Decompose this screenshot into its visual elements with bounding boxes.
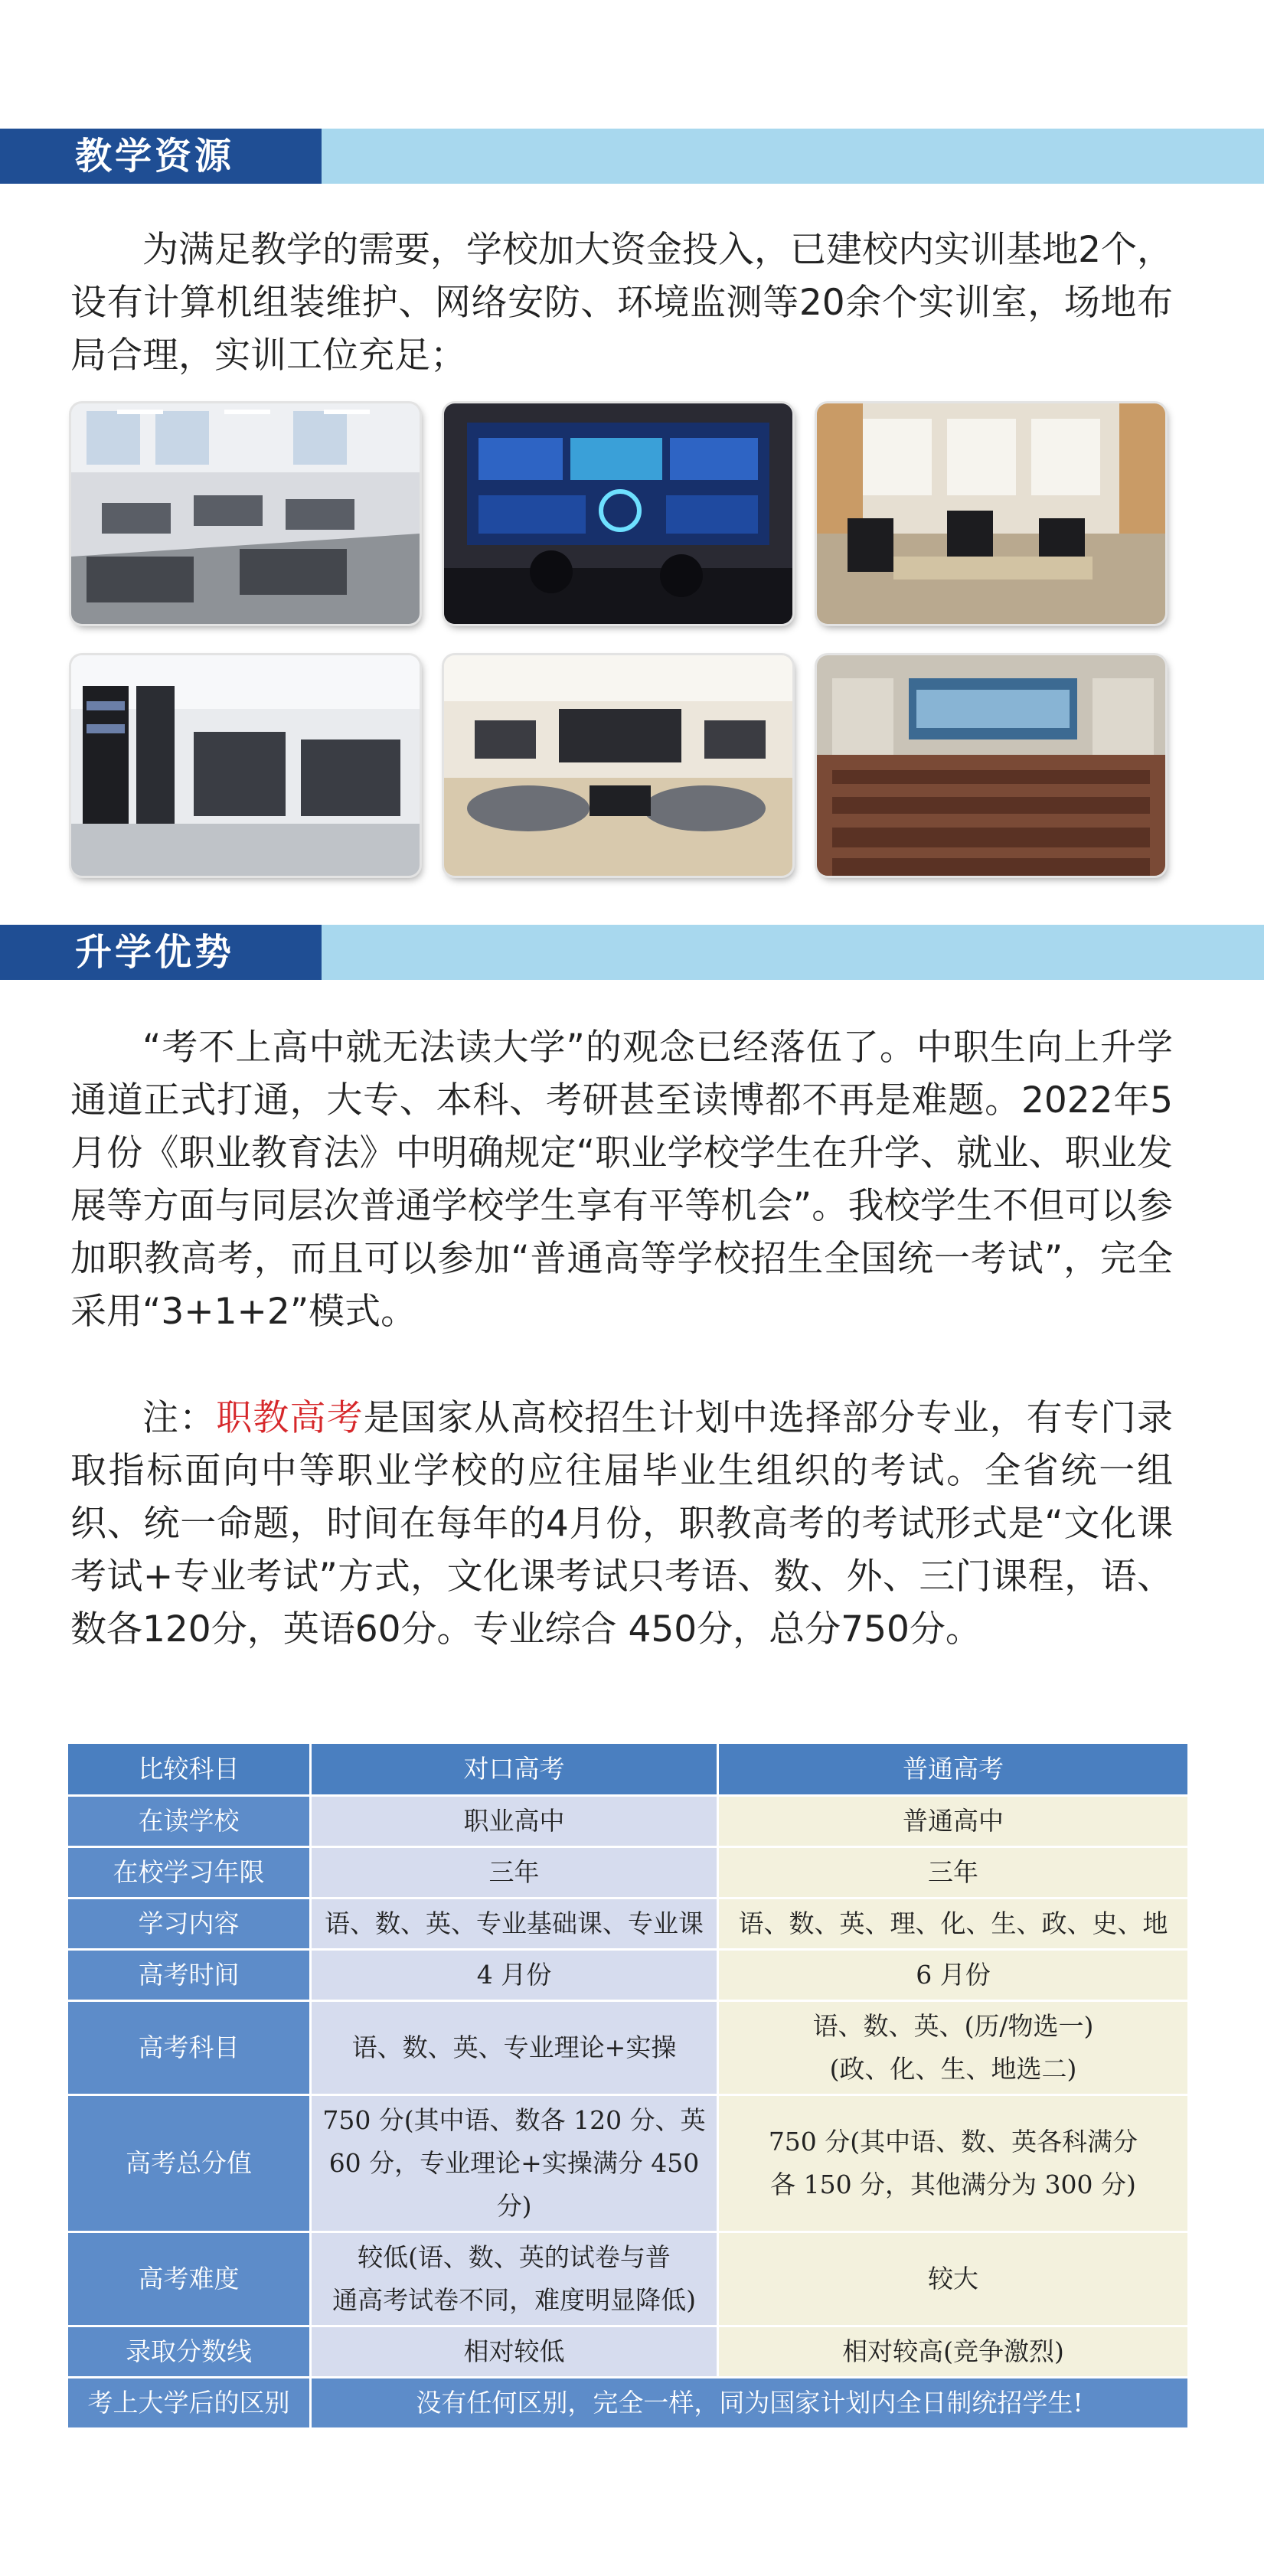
resources-paragraph: 为满足教学的需要，学校加大资金投入，已建校内实训基地2个，设有计算机组装维护、网络安防、环境监测等20余个实训室，场地布局合理，实训工位充足； <box>70 229 1173 377</box>
header-cell: 普通高考 <box>718 1743 1189 1796</box>
row-label: 学习内容 <box>67 1899 311 1950</box>
cell-line: 较低(语、数、英的试卷与普 <box>358 2242 671 2272</box>
cell-general: 6 月份 <box>718 1950 1189 2001</box>
table-row <box>67 1950 1189 2001</box>
cell-vocational: 语、数、英、专业理论+实操 <box>311 2001 718 2095</box>
cell-vocational: 三年 <box>311 1847 718 1899</box>
cell-vocational: 语、数、英、专业基础课、专业课 <box>311 1899 718 1950</box>
row-label: 考上大学后的区别 <box>67 2378 311 2429</box>
cell-general: 三年 <box>718 1847 1189 1899</box>
cell-line: 通高考试卷不同，难度明显降低) <box>332 2285 696 2315</box>
row-label: 高考总分值 <box>67 2095 311 2232</box>
header-cell: 比较科目 <box>67 1743 311 1796</box>
comparison-table <box>66 1742 1190 2430</box>
cell-general <box>718 2095 1189 2232</box>
table-row <box>67 1796 1189 1847</box>
cell-line: 750 分(其中语、数各 120 分、英 <box>322 2105 706 2135</box>
header-cell: 对口高考 <box>311 1743 718 1796</box>
note-paragraph <box>70 1392 1173 1656</box>
row-label: 在读学校 <box>67 1796 311 1847</box>
footer-text: 没有任何区别，完全一样，同为国家计划内全日制统招学生! <box>311 2378 1189 2429</box>
cell-line: 各 150 分，其他满分为 300 分) <box>770 2170 1136 2199</box>
cell-line: (政、化、生、地选二) <box>829 2054 1077 2084</box>
cell-vocational: 4 月份 <box>311 1950 718 2001</box>
note-text: 是国家从高校招生计划中选择部分专业，有专门录取指标面向中等职业学校的应往届毕业生组织的考试。全省统一组织、统一命题，时间在每年的4月份，职教高考的考试形式是“文化课考试+专业考试”方式，文化课考试只考语、数、外、三门课程，语、数各120分，英语60分。专业综合 450分，总分750分。 <box>70 1397 1174 1650</box>
table-row <box>67 2326 1189 2378</box>
section-title: 升学优势 <box>0 925 322 980</box>
photo-equipment-lab <box>71 655 420 876</box>
note-highlight: 职教高考 <box>216 1397 364 1439</box>
cell-general: 较大 <box>718 2232 1189 2326</box>
cell-vocational: 相对较低 <box>311 2326 718 2378</box>
table-footer-row <box>67 2378 1189 2429</box>
section-title: 教学资源 <box>0 129 322 184</box>
row-label: 录取分数线 <box>67 2326 311 2378</box>
section-header-advantages <box>0 925 1264 980</box>
row-label: 高考难度 <box>67 2232 311 2326</box>
table-header-row <box>67 1743 1189 1796</box>
cell-line: 750 分(其中语、数、英各科满分 <box>768 2127 1138 2156</box>
photo-training-room <box>817 403 1165 624</box>
photo-computer-lab <box>71 403 420 624</box>
table-row <box>67 2232 1189 2326</box>
table-row <box>67 2001 1189 2095</box>
photo-server-lab <box>444 655 792 876</box>
table-row <box>67 2095 1189 2232</box>
table-row <box>67 1899 1189 1950</box>
cell-general: 普通高中 <box>718 1796 1189 1847</box>
row-label: 高考科目 <box>67 2001 311 2095</box>
cell-general: 相对较高(竞争激烈) <box>718 2326 1189 2378</box>
section-header-resources <box>0 129 1264 184</box>
cell-line: 60 分，专业理论+实操满分 450 分) <box>328 2148 700 2221</box>
cell-vocational <box>311 2232 718 2326</box>
cell-general <box>718 2001 1189 2095</box>
row-label: 在校学习年限 <box>67 1847 311 1899</box>
cell-vocational <box>311 2095 718 2232</box>
note-prefix: 注： <box>142 1397 217 1439</box>
row-label: 高考时间 <box>67 1950 311 2001</box>
cell-general: 语、数、英、理、化、生、政、史、地 <box>718 1899 1189 1950</box>
advantages-paragraph: “考不上高中就无法读大学”的观念已经落伍了。中职生向上升学通道正式打通，大专、本科、考研甚至读博都不再是难题。2022年5月份《职业教育法》中明确规定“职业学校学生在升学、就业、职业发展等方面与同层次普通学校学生享有平等机会”。我校学生不但可以参加职教高考，而且可以参加“普通高等学校招生全国统一考试”，完全采用“3+1+2”模式。 <box>70 1027 1173 1333</box>
cell-vocational: 职业高中 <box>311 1796 718 1847</box>
photo-classroom-screen <box>817 655 1165 876</box>
photo-monitoring-center <box>444 403 792 624</box>
table-row <box>67 1847 1189 1899</box>
cell-line: 语、数、英、(历/物选一) <box>812 2011 1094 2041</box>
